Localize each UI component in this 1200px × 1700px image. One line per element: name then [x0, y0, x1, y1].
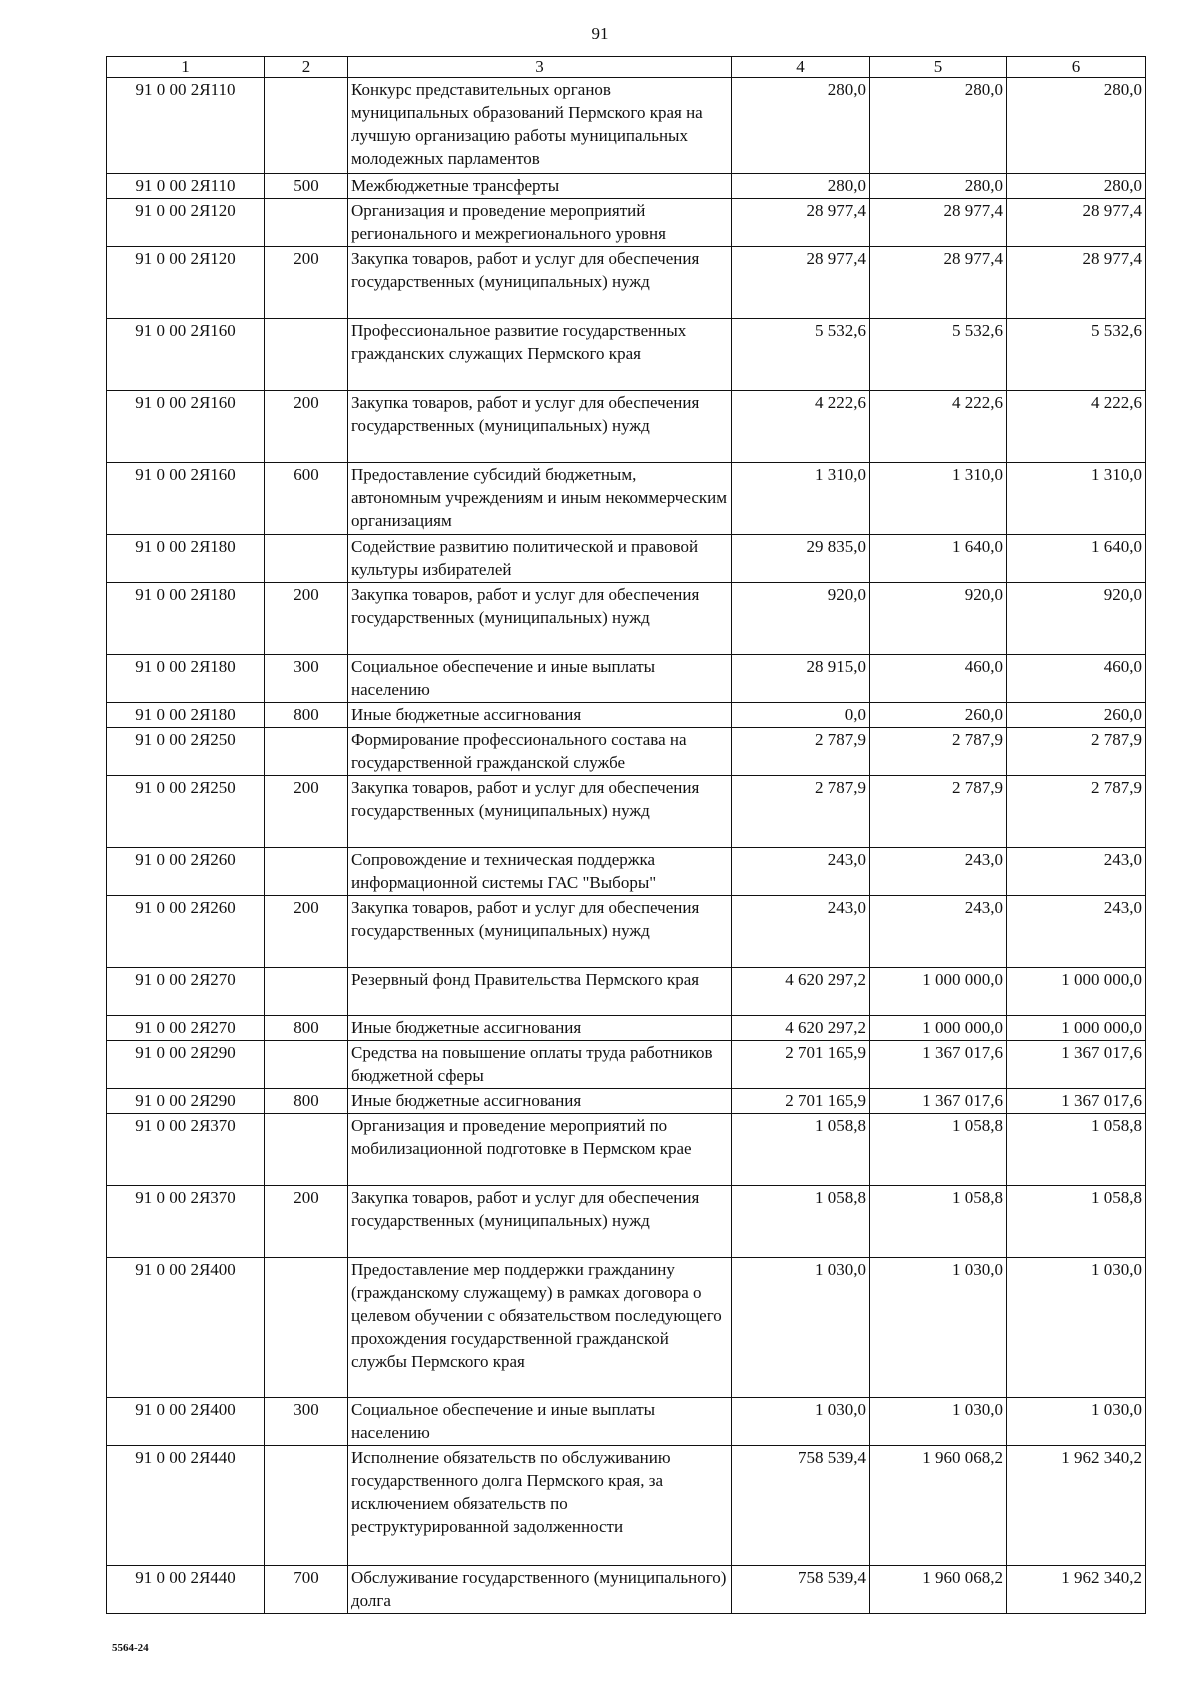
- table-row: [107, 535, 1146, 583]
- table-row: [107, 583, 1146, 655]
- cell-kvr: 300: [265, 1398, 348, 1446]
- cell-code: 91 0 00 2Я160: [107, 319, 265, 391]
- cell-value-6: 28 977,4: [1007, 247, 1146, 319]
- cell-value-4: 243,0: [732, 848, 870, 896]
- cell-value-6: 1 030,0: [1007, 1258, 1146, 1398]
- cell-value-6: 1 367 017,6: [1007, 1041, 1146, 1089]
- column-header-1: 1: [107, 57, 265, 78]
- cell-value-6: 2 787,9: [1007, 728, 1146, 776]
- cell-value-6: 1 000 000,0: [1007, 1016, 1146, 1041]
- column-header-2: 2: [265, 57, 348, 78]
- cell-code: 91 0 00 2Я290: [107, 1041, 265, 1089]
- cell-kvr: 300: [265, 655, 348, 703]
- column-header-5: 5: [870, 57, 1007, 78]
- cell-value-5: 28 977,4: [870, 247, 1007, 319]
- cell-value-4: 920,0: [732, 583, 870, 655]
- cell-kvr: 600: [265, 463, 348, 535]
- cell-name: Средства на повышение оплаты труда работников бюджетной сферы: [348, 1041, 732, 1089]
- cell-value-5: 243,0: [870, 848, 1007, 896]
- cell-kvr: [265, 1041, 348, 1089]
- table-row: [107, 1114, 1146, 1186]
- cell-value-5: 1 030,0: [870, 1258, 1007, 1398]
- cell-value-4: 4 620 297,2: [732, 1016, 870, 1041]
- cell-value-6: 1 000 000,0: [1007, 968, 1146, 1016]
- cell-name: Организация и проведение мероприятий по мобилизационной подготовке в Пермском крае: [348, 1114, 732, 1186]
- cell-value-4: 280,0: [732, 174, 870, 199]
- cell-value-6: 243,0: [1007, 848, 1146, 896]
- cell-value-4: 2 701 165,9: [732, 1089, 870, 1114]
- cell-code: 91 0 00 2Я250: [107, 728, 265, 776]
- cell-kvr: 200: [265, 896, 348, 968]
- table-row: [107, 776, 1146, 848]
- cell-code: 91 0 00 2Я110: [107, 174, 265, 199]
- table-row: [107, 703, 1146, 728]
- cell-code: 91 0 00 2Я370: [107, 1186, 265, 1258]
- cell-name: Предоставление субсидий бюджетным, автономным учреждениям и иным некоммерческим организациям: [348, 463, 732, 535]
- cell-value-5: 1 000 000,0: [870, 1016, 1007, 1041]
- cell-value-6: 920,0: [1007, 583, 1146, 655]
- cell-value-5: 1 960 068,2: [870, 1566, 1007, 1614]
- cell-value-6: 1 962 340,2: [1007, 1566, 1146, 1614]
- table-row: [107, 1041, 1146, 1089]
- table-body: [107, 78, 1146, 1614]
- table-row: [107, 1016, 1146, 1041]
- cell-value-4: 758 539,4: [732, 1566, 870, 1614]
- cell-code: 91 0 00 2Я180: [107, 583, 265, 655]
- cell-value-6: 1 367 017,6: [1007, 1089, 1146, 1114]
- cell-code: 91 0 00 2Я250: [107, 776, 265, 848]
- cell-name: Содействие развитию политической и правовой культуры избирателей: [348, 535, 732, 583]
- cell-value-4: 4 222,6: [732, 391, 870, 463]
- cell-name: Иные бюджетные ассигнования: [348, 703, 732, 728]
- cell-code: 91 0 00 2Я180: [107, 703, 265, 728]
- cell-value-4: 280,0: [732, 78, 870, 174]
- cell-value-5: 1 000 000,0: [870, 968, 1007, 1016]
- column-header-6: 6: [1007, 57, 1146, 78]
- cell-name: Организация и проведение мероприятий регионального и межрегионального уровня: [348, 199, 732, 247]
- table-row: [107, 391, 1146, 463]
- cell-code: 91 0 00 2Я120: [107, 247, 265, 319]
- cell-name: Формирование профессионального состава на государственной гражданской службе: [348, 728, 732, 776]
- table-row: [107, 728, 1146, 776]
- document-id: 5564-24: [112, 1642, 149, 1654]
- cell-name: Обслуживание государственного (муниципального) долга: [348, 1566, 732, 1614]
- cell-value-6: 1 030,0: [1007, 1398, 1146, 1446]
- cell-value-4: 4 620 297,2: [732, 968, 870, 1016]
- cell-value-6: 260,0: [1007, 703, 1146, 728]
- budget-table: [106, 56, 1146, 1614]
- table-row: [107, 968, 1146, 1016]
- cell-name: Конкурс представительных органов муниципальных образований Пермского края на лучшую организацию работы муниципальных молодежных парламентов: [348, 78, 732, 174]
- cell-name: Межбюджетные трансферты: [348, 174, 732, 199]
- cell-value-6: 28 977,4: [1007, 199, 1146, 247]
- cell-value-5: 1 058,8: [870, 1186, 1007, 1258]
- cell-value-5: 920,0: [870, 583, 1007, 655]
- cell-value-4: 28 977,4: [732, 247, 870, 319]
- cell-value-4: 0,0: [732, 703, 870, 728]
- cell-code: 91 0 00 2Я160: [107, 463, 265, 535]
- cell-value-4: 28 915,0: [732, 655, 870, 703]
- cell-name: Закупка товаров, работ и услуг для обеспечения государственных (муниципальных) нужд: [348, 896, 732, 968]
- table-row: [107, 174, 1146, 199]
- cell-kvr: 200: [265, 247, 348, 319]
- cell-value-4: 2 787,9: [732, 776, 870, 848]
- cell-kvr: [265, 1446, 348, 1566]
- cell-name: Профессиональное развитие государственных гражданских служащих Пермского края: [348, 319, 732, 391]
- cell-code: 91 0 00 2Я370: [107, 1114, 265, 1186]
- cell-name: Иные бюджетные ассигнования: [348, 1016, 732, 1041]
- cell-value-5: 1 310,0: [870, 463, 1007, 535]
- cell-kvr: [265, 78, 348, 174]
- cell-kvr: [265, 728, 348, 776]
- cell-value-4: 1 058,8: [732, 1186, 870, 1258]
- cell-value-5: 280,0: [870, 174, 1007, 199]
- cell-code: 91 0 00 2Я160: [107, 391, 265, 463]
- cell-value-6: 243,0: [1007, 896, 1146, 968]
- cell-kvr: 800: [265, 1016, 348, 1041]
- cell-value-5: 4 222,6: [870, 391, 1007, 463]
- cell-name: Социальное обеспечение и иные выплаты населению: [348, 1398, 732, 1446]
- cell-value-5: 1 367 017,6: [870, 1089, 1007, 1114]
- header-row: [107, 57, 1146, 78]
- cell-value-5: 1 367 017,6: [870, 1041, 1007, 1089]
- cell-value-6: 1 962 340,2: [1007, 1446, 1146, 1566]
- cell-value-6: 1 310,0: [1007, 463, 1146, 535]
- cell-value-6: 1 058,8: [1007, 1114, 1146, 1186]
- cell-name: Резервный фонд Правительства Пермского края: [348, 968, 732, 1016]
- table-row: [107, 463, 1146, 535]
- table-row: [107, 1398, 1146, 1446]
- cell-value-4: 1 058,8: [732, 1114, 870, 1186]
- cell-name: Закупка товаров, работ и услуг для обеспечения государственных (муниципальных) нужд: [348, 391, 732, 463]
- cell-value-4: 28 977,4: [732, 199, 870, 247]
- cell-code: 91 0 00 2Я400: [107, 1398, 265, 1446]
- cell-value-5: 1 640,0: [870, 535, 1007, 583]
- cell-value-4: 2 701 165,9: [732, 1041, 870, 1089]
- cell-value-4: 29 835,0: [732, 535, 870, 583]
- table-row: [107, 1446, 1146, 1566]
- cell-value-5: 280,0: [870, 78, 1007, 174]
- cell-code: 91 0 00 2Я270: [107, 968, 265, 1016]
- column-header-4: 4: [732, 57, 870, 78]
- table-row: [107, 247, 1146, 319]
- page-number: 91: [591, 24, 609, 43]
- cell-value-4: 1 030,0: [732, 1258, 870, 1398]
- cell-kvr: 800: [265, 1089, 348, 1114]
- cell-name: Сопровождение и техническая поддержка информационной системы ГАС "Выборы": [348, 848, 732, 896]
- cell-name: Закупка товаров, работ и услуг для обеспечения государственных (муниципальных) нужд: [348, 1186, 732, 1258]
- cell-kvr: [265, 199, 348, 247]
- cell-kvr: 200: [265, 583, 348, 655]
- cell-code: 91 0 00 2Я290: [107, 1089, 265, 1114]
- cell-code: 91 0 00 2Я180: [107, 535, 265, 583]
- cell-code: 91 0 00 2Я110: [107, 78, 265, 174]
- cell-value-6: 4 222,6: [1007, 391, 1146, 463]
- cell-kvr: 200: [265, 1186, 348, 1258]
- cell-code: 91 0 00 2Я180: [107, 655, 265, 703]
- cell-kvr: [265, 535, 348, 583]
- cell-value-5: 28 977,4: [870, 199, 1007, 247]
- cell-name: Закупка товаров, работ и услуг для обеспечения государственных (муниципальных) нужд: [348, 247, 732, 319]
- cell-value-5: 2 787,9: [870, 728, 1007, 776]
- cell-kvr: 200: [265, 391, 348, 463]
- cell-kvr: [265, 848, 348, 896]
- cell-value-5: 243,0: [870, 896, 1007, 968]
- table-row: [107, 1089, 1146, 1114]
- cell-code: 91 0 00 2Я260: [107, 848, 265, 896]
- cell-kvr: [265, 1258, 348, 1398]
- cell-kvr: [265, 968, 348, 1016]
- cell-value-4: 2 787,9: [732, 728, 870, 776]
- column-header-3: 3: [348, 57, 732, 78]
- cell-name: Иные бюджетные ассигнования: [348, 1089, 732, 1114]
- cell-name: Предоставление мер поддержки гражданину (гражданскому служащему) в рамках договора о целевом обучении с обязательством последующего прохождения государственной гражданской службы Пермского края: [348, 1258, 732, 1398]
- cell-value-6: 2 787,9: [1007, 776, 1146, 848]
- cell-value-5: 460,0: [870, 655, 1007, 703]
- cell-name: Исполнение обязательств по обслуживанию государственного долга Пермского края, за исключением обязательств по реструктурированной задолженности: [348, 1446, 732, 1566]
- cell-code: 91 0 00 2Я440: [107, 1446, 265, 1566]
- cell-value-4: 1 030,0: [732, 1398, 870, 1446]
- cell-name: Социальное обеспечение и иные выплаты населению: [348, 655, 732, 703]
- cell-value-5: 260,0: [870, 703, 1007, 728]
- cell-kvr: 700: [265, 1566, 348, 1614]
- cell-kvr: [265, 1114, 348, 1186]
- table-row: [107, 1186, 1146, 1258]
- table-row: [107, 78, 1146, 174]
- cell-value-4: 5 532,6: [732, 319, 870, 391]
- cell-value-6: 460,0: [1007, 655, 1146, 703]
- cell-value-5: 1 030,0: [870, 1398, 1007, 1446]
- cell-name: Закупка товаров, работ и услуг для обеспечения государственных (муниципальных) нужд: [348, 776, 732, 848]
- cell-kvr: 200: [265, 776, 348, 848]
- cell-value-5: 1 960 068,2: [870, 1446, 1007, 1566]
- table-row: [107, 1258, 1146, 1398]
- table-row: [107, 199, 1146, 247]
- cell-code: 91 0 00 2Я400: [107, 1258, 265, 1398]
- cell-value-4: 1 310,0: [732, 463, 870, 535]
- table-row: [107, 896, 1146, 968]
- cell-kvr: [265, 319, 348, 391]
- cell-code: 91 0 00 2Я120: [107, 199, 265, 247]
- cell-value-6: 280,0: [1007, 78, 1146, 174]
- cell-value-6: 1 058,8: [1007, 1186, 1146, 1258]
- cell-kvr: 500: [265, 174, 348, 199]
- cell-value-5: 1 058,8: [870, 1114, 1007, 1186]
- cell-value-6: 1 640,0: [1007, 535, 1146, 583]
- table-row: [107, 848, 1146, 896]
- cell-value-6: 280,0: [1007, 174, 1146, 199]
- cell-code: 91 0 00 2Я260: [107, 896, 265, 968]
- cell-value-4: 758 539,4: [732, 1446, 870, 1566]
- cell-value-5: 5 532,6: [870, 319, 1007, 391]
- cell-value-6: 5 532,6: [1007, 319, 1146, 391]
- cell-value-5: 2 787,9: [870, 776, 1007, 848]
- cell-code: 91 0 00 2Я440: [107, 1566, 265, 1614]
- cell-kvr: 800: [265, 703, 348, 728]
- cell-name: Закупка товаров, работ и услуг для обеспечения государственных (муниципальных) нужд: [348, 583, 732, 655]
- cell-value-4: 243,0: [732, 896, 870, 968]
- table-row: [107, 319, 1146, 391]
- cell-code: 91 0 00 2Я270: [107, 1016, 265, 1041]
- table-row: [107, 655, 1146, 703]
- table-row: [107, 1566, 1146, 1614]
